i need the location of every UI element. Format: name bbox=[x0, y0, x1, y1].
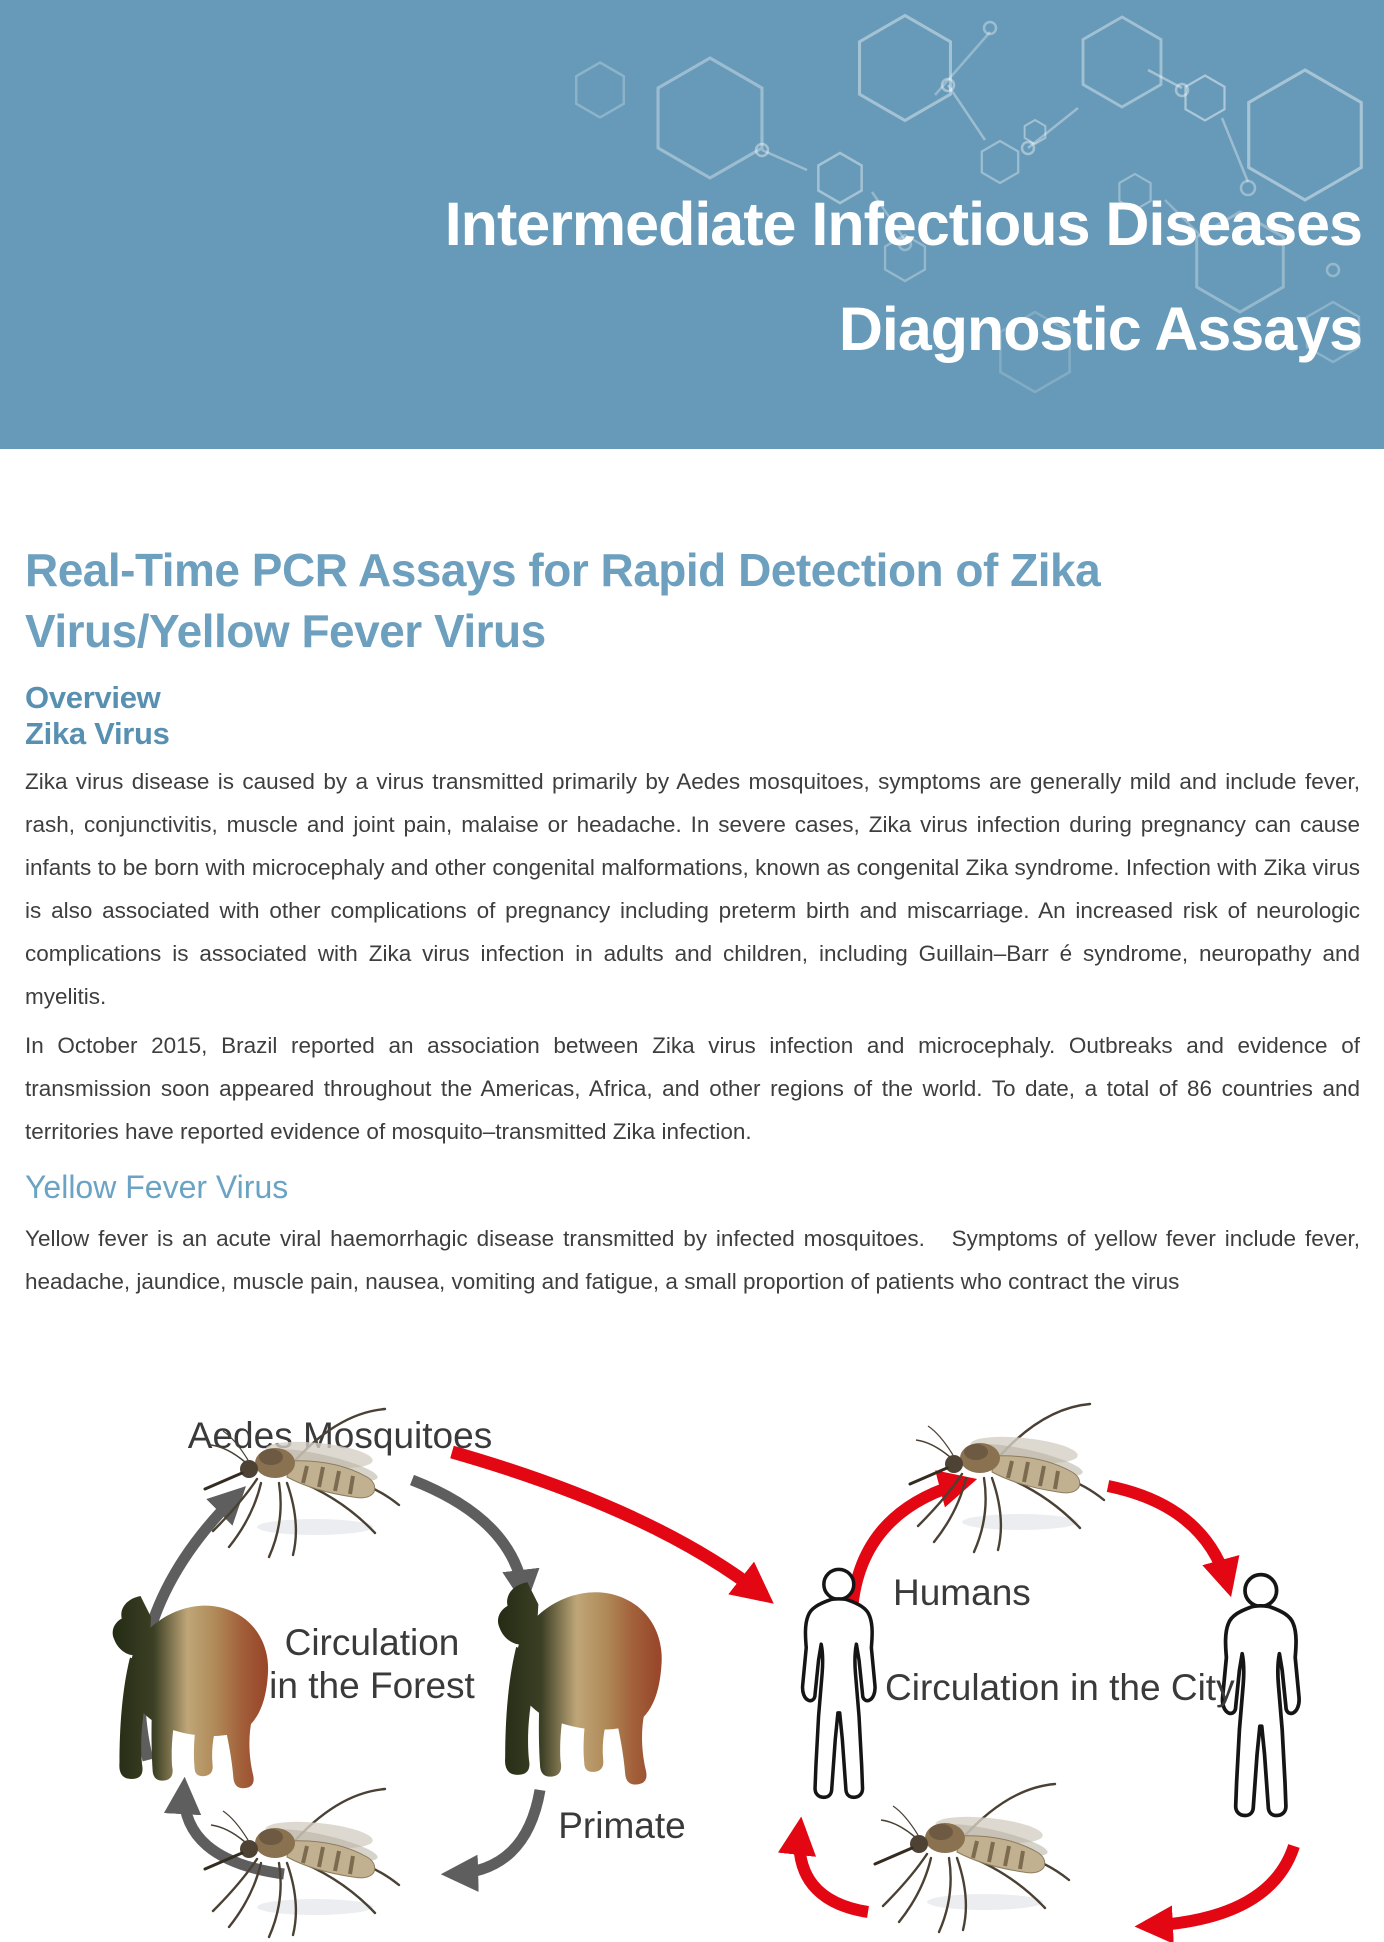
gorilla-illustration bbox=[498, 1582, 662, 1784]
city-arrow-down-right bbox=[1146, 1846, 1294, 1926]
city-cycle bbox=[799, 1404, 1299, 1932]
banner-title-line1: Intermediate Infectious Diseases bbox=[444, 190, 1362, 258]
forest-cycle bbox=[113, 1409, 686, 1937]
forest-arrow-to-primate bbox=[412, 1480, 524, 1596]
mosquito-icon bbox=[910, 1404, 1104, 1552]
forest-circulation-label-line2: in the Forest bbox=[269, 1665, 475, 1706]
page-title bbox=[25, 540, 1360, 662]
spillover-arrow bbox=[452, 1452, 764, 1596]
humans-label: Humans bbox=[893, 1572, 1031, 1613]
yellow-fever-heading: Yellow Fever Virus bbox=[25, 1169, 289, 1205]
city-circulation-label: Circulation in the City bbox=[885, 1667, 1235, 1708]
gorilla-illustration bbox=[113, 1596, 268, 1788]
overview-heading: Overview bbox=[25, 680, 161, 715]
primate-label: Primate bbox=[558, 1805, 686, 1846]
banner-title-line2: Diagnostic Assays bbox=[838, 295, 1362, 363]
zika-paragraph-1: Zika virus disease is caused by a virus transmitted primarily by Aedes mosquitoes, symptoms are generally mild and include fever, rash, conjunctivitis, muscle and joint pain, malaise or headache. In severe cases, Zika virus infection during pregnancy can cause infants to be born with microcephaly and other congenital malformations, known as congenital Zika syndrome. Infection with Zika virus is also associated with other complications of pregnancy including preterm birth and miscarriage. An increased risk of neurologic complications is associated with Zika virus infection in adults and children, including Guillain–Barr é syndrome, neuropathy and myelitis. bbox=[25, 769, 1360, 1009]
city-arrow-up-from-mosquito bbox=[799, 1828, 868, 1912]
article-body bbox=[25, 540, 1360, 1309]
zika-virus-heading: Zika Virus bbox=[25, 716, 170, 751]
header-banner bbox=[0, 0, 1384, 449]
aedes-mosquitoes-label: Aedes Mosquitoes bbox=[187, 1415, 493, 1456]
page-title-line1: Real-Time PCR Assays for Rapid Detection of Zika bbox=[25, 544, 1101, 596]
city-arrow-to-human bbox=[1108, 1486, 1228, 1586]
forest-circulation-label-line1: Circulation bbox=[284, 1622, 460, 1663]
page-title-line2: Virus/Yellow Fever Virus bbox=[25, 605, 546, 657]
human-icon bbox=[803, 1569, 875, 1797]
forest-arrow-down-right bbox=[452, 1790, 540, 1874]
mosquito-icon bbox=[875, 1784, 1069, 1932]
transmission-cycle-diagram bbox=[0, 1360, 1384, 1942]
zika-paragraph-2: In October 2015, Brazil reported an association between Zika virus infection and microcephaly. Outbreaks and evidence of transmission soon appeared throughout the Americas, Africa, and other regions of the world. To date, a total of 86 countries and territories have reported evidence of mosquito–transmitted Zika infection. bbox=[25, 1033, 1360, 1144]
yellow-fever-paragraph: Yellow fever is an acute viral haemorrhagic disease transmitted by infected mosquitoes. Symptoms of yellow fever include fever, headache, jaundice, muscle pain, nausea, vomiting and fatigue, a small proportion of patients who contract the virus bbox=[25, 1226, 1360, 1294]
